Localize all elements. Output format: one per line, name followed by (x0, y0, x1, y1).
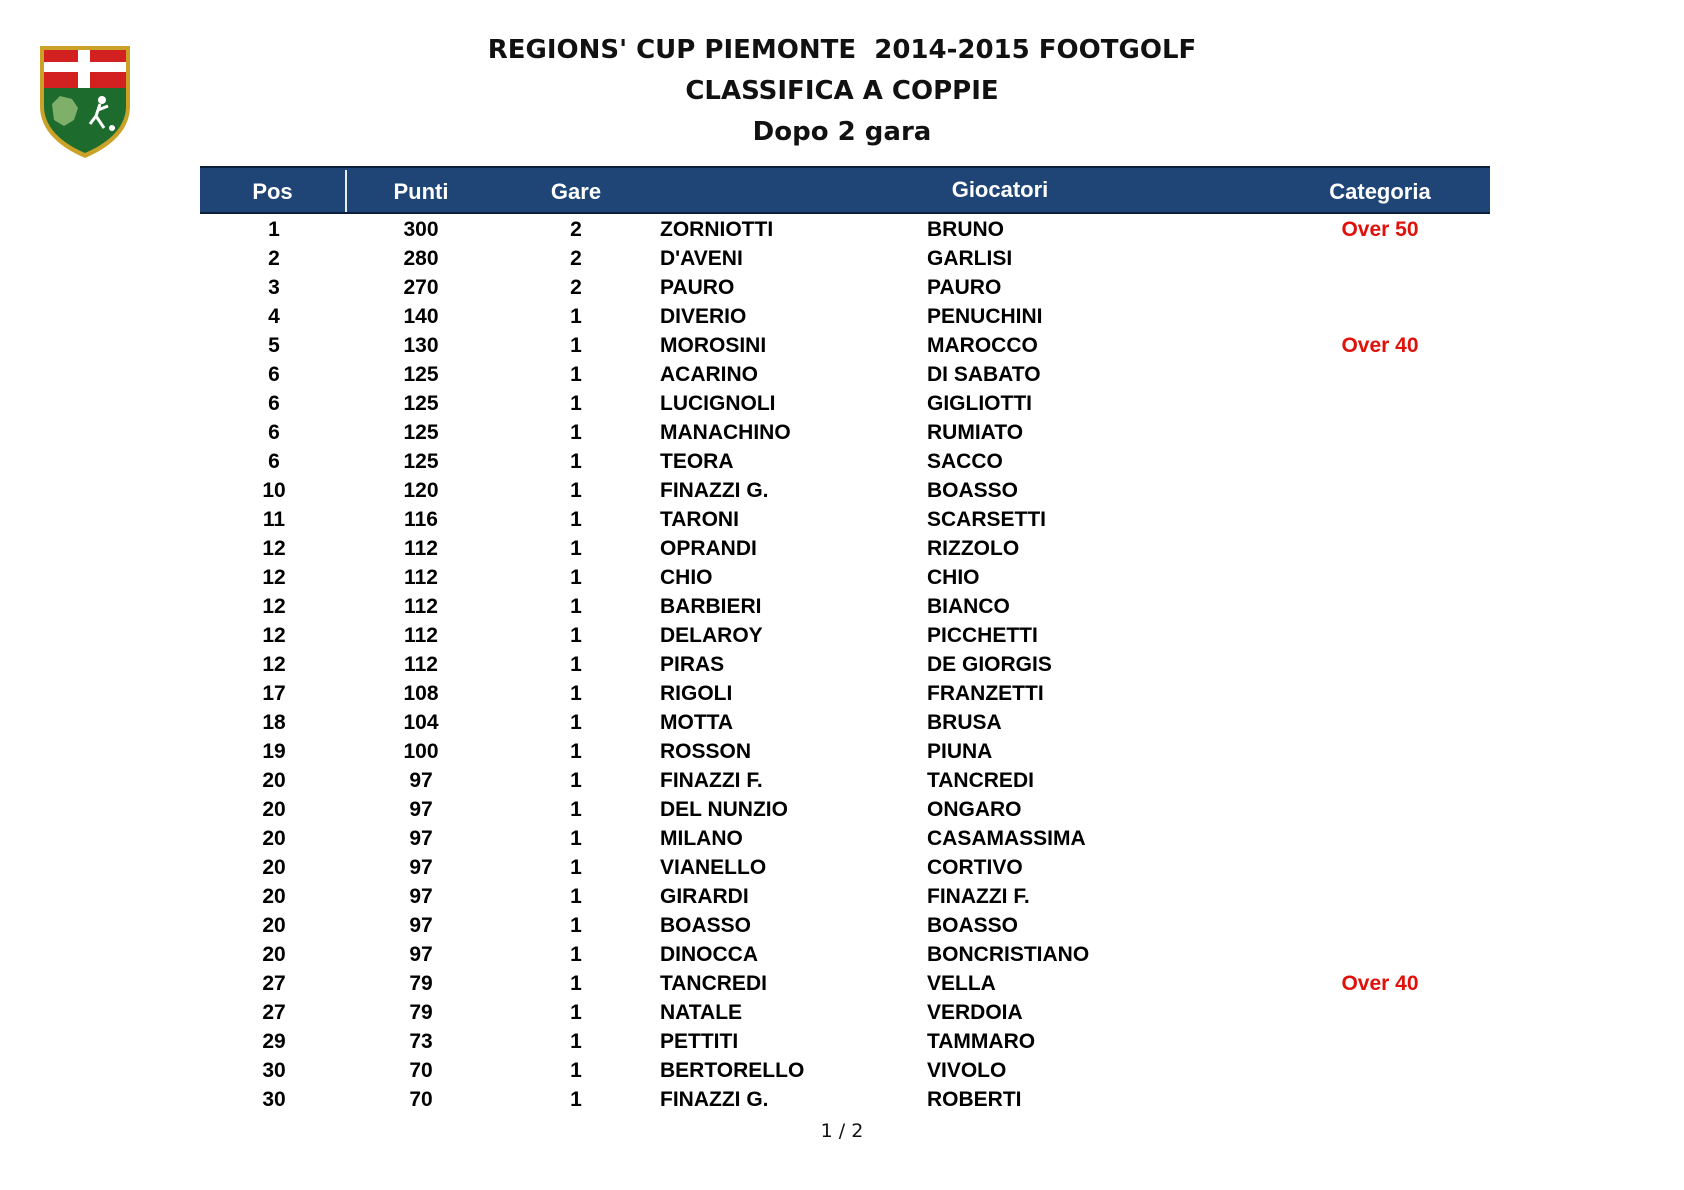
cell-gare: 1 (570, 740, 582, 763)
cell-punti: 125 (403, 421, 439, 444)
cell-punti: 270 (403, 276, 439, 299)
cell-giocatore-2: DI SABATO (927, 363, 1041, 386)
cell-gare: 1 (570, 682, 582, 705)
cell-categoria: Over 40 (1341, 972, 1419, 995)
table-row (0, 824, 1684, 853)
cell-pos: 19 (262, 740, 286, 763)
cell-pos: 10 (262, 479, 286, 502)
table-row (0, 737, 1684, 766)
cell-gare: 1 (570, 653, 582, 676)
cell-pos: 12 (262, 595, 286, 618)
cell-punti: 108 (403, 682, 439, 705)
cell-giocatore-1: TARONI (660, 508, 739, 531)
table-row (0, 882, 1684, 911)
cell-giocatore-2: ONGARO (927, 798, 1022, 821)
cell-pos: 20 (262, 914, 286, 937)
cell-gare: 1 (570, 885, 582, 908)
cell-punti: 125 (403, 450, 439, 473)
cell-giocatore-2: GARLISI (927, 247, 1013, 270)
cell-punti: 97 (409, 827, 433, 850)
cell-punti: 70 (409, 1088, 433, 1111)
cell-pos: 27 (262, 1001, 286, 1024)
column-header-giocatori: Giocatori (951, 177, 1049, 202)
cell-categoria: Over 40 (1341, 334, 1419, 357)
cell-giocatore-2: SCARSETTI (927, 508, 1047, 531)
table-row (0, 563, 1684, 592)
cell-punti: 100 (403, 740, 439, 763)
column-header-punti: Punti (393, 179, 449, 204)
table-row (0, 389, 1684, 418)
cell-giocatore-1: DEL NUNZIO (660, 798, 788, 821)
cell-pos: 12 (262, 566, 286, 589)
cell-giocatore-1: RIGOLI (660, 682, 733, 705)
cell-giocatore-1: FINAZZI F. (660, 769, 763, 792)
cell-giocatore-2: BRUSA (927, 711, 1002, 734)
cell-giocatore-2: PIUNA (927, 740, 993, 763)
cell-giocatore-2: PENUCHINI (927, 305, 1043, 328)
table-row (0, 795, 1684, 824)
cell-gare: 1 (570, 421, 582, 444)
cell-punti: 79 (409, 972, 433, 995)
cell-giocatore-2: MAROCCO (927, 334, 1038, 357)
cell-gare: 1 (570, 624, 582, 647)
cell-gare: 1 (570, 914, 582, 937)
cell-gare: 1 (570, 856, 582, 879)
cell-gare: 1 (570, 537, 582, 560)
cell-giocatore-2: TAMMARO (927, 1030, 1036, 1053)
cell-gare: 1 (570, 363, 582, 386)
table-header (200, 166, 1490, 214)
cell-pos: 12 (262, 624, 286, 647)
cell-giocatore-2: DE GIORGIS (927, 653, 1052, 676)
cell-pos: 20 (262, 856, 286, 879)
table-row (0, 534, 1684, 563)
cell-gare: 1 (570, 972, 582, 995)
cell-giocatore-2: BRUNO (927, 218, 1004, 241)
table-row (0, 418, 1684, 447)
table-row (0, 998, 1684, 1027)
table-row (0, 940, 1684, 969)
cell-punti: 112 (404, 624, 438, 647)
cell-giocatore-1: ACARINO (660, 363, 758, 386)
cell-gare: 1 (570, 479, 582, 502)
cell-giocatore-2: PAURO (927, 276, 1002, 299)
cell-pos: 1 (268, 218, 280, 241)
table-row (0, 1085, 1684, 1114)
cell-gare: 1 (570, 334, 582, 357)
cell-gare: 1 (570, 305, 582, 328)
cell-gare: 1 (570, 1088, 582, 1111)
cell-gare: 1 (570, 1059, 582, 1082)
cell-giocatore-2: VELLA (927, 972, 996, 995)
cell-giocatore-2: FRANZETTI (927, 682, 1044, 705)
cell-pos: 20 (262, 885, 286, 908)
cell-pos: 20 (262, 943, 286, 966)
table-row (0, 708, 1684, 737)
cell-categoria: Over 50 (1341, 218, 1419, 241)
cell-giocatore-2: SACCO (927, 450, 1003, 473)
cell-pos: 12 (262, 537, 286, 560)
table-row (0, 911, 1684, 940)
table-row (0, 592, 1684, 621)
cell-giocatore-1: MOTTA (660, 711, 734, 734)
table-row (0, 244, 1684, 273)
cell-gare: 2 (570, 247, 582, 270)
cell-punti: 97 (409, 769, 433, 792)
table-row (0, 766, 1684, 795)
cell-pos: 30 (262, 1059, 286, 1082)
cell-giocatore-1: CHIO (660, 566, 713, 589)
cell-punti: 125 (403, 363, 439, 386)
cell-giocatore-1: GIRARDI (660, 885, 749, 908)
cell-punti: 97 (409, 798, 433, 821)
cell-giocatore-1: FINAZZI G. (660, 1088, 769, 1111)
column-header-gare: Gare (550, 179, 602, 204)
cell-gare: 1 (570, 827, 582, 850)
cell-giocatore-1: MANACHINO (660, 421, 791, 444)
title-line-2: CLASSIFICA A COPPIE (685, 76, 999, 106)
cell-gare: 1 (570, 769, 582, 792)
cell-punti: 112 (404, 653, 438, 676)
cell-punti: 97 (409, 885, 433, 908)
cell-giocatore-2: CHIO (927, 566, 980, 589)
cell-giocatore-1: ROSSON (660, 740, 752, 763)
table-row (0, 273, 1684, 302)
table-row (0, 331, 1684, 360)
cell-punti: 79 (409, 1001, 433, 1024)
cell-giocatore-1: BOASSO (660, 914, 752, 937)
cell-gare: 1 (570, 711, 582, 734)
cell-punti: 97 (409, 943, 433, 966)
cell-giocatore-1: NATALE (660, 1001, 743, 1024)
cell-punti: 140 (403, 305, 439, 328)
cell-punti: 116 (404, 508, 438, 531)
table-row (0, 621, 1684, 650)
cell-giocatore-1: VIANELLO (660, 856, 767, 879)
cell-giocatore-1: DELAROY (660, 624, 763, 647)
header-divider (345, 170, 347, 212)
cell-giocatore-1: FINAZZI G. (660, 479, 769, 502)
cell-pos: 6 (268, 450, 280, 473)
cell-giocatore-1: DIVERIO (660, 305, 747, 328)
cell-pos: 20 (262, 827, 286, 850)
page-number: 1 / 2 (820, 1120, 864, 1142)
table-row (0, 505, 1684, 534)
cell-punti: 112 (404, 595, 438, 618)
cell-giocatore-2: VERDOIA (927, 1001, 1023, 1024)
cell-punti: 73 (409, 1030, 433, 1053)
cell-punti: 120 (403, 479, 439, 502)
table-row (0, 853, 1684, 882)
cell-punti: 97 (409, 856, 433, 879)
cell-giocatore-2: TANCREDI (927, 769, 1034, 792)
cell-gare: 1 (570, 595, 582, 618)
cell-giocatore-2: VIVOLO (927, 1059, 1007, 1082)
table-row (0, 476, 1684, 505)
cell-giocatore-2: BOASSO (927, 479, 1019, 502)
cell-gare: 1 (570, 392, 582, 415)
cell-giocatore-1: MILANO (660, 827, 743, 850)
cell-gare: 1 (570, 798, 582, 821)
document-title (0, 30, 1684, 153)
cell-giocatore-1: PAURO (660, 276, 735, 299)
cell-gare: 1 (570, 1030, 582, 1053)
cell-giocatore-2: RIZZOLO (927, 537, 1020, 560)
cell-punti: 112 (404, 537, 438, 560)
cell-gare: 1 (570, 508, 582, 531)
cell-gare: 2 (570, 218, 582, 241)
title-line-1: REGIONS' CUP PIEMONTE 2014-2015 FOOTGOLF (487, 35, 1197, 65)
cell-punti: 104 (403, 711, 439, 734)
cell-giocatore-2: PICCHETTI (927, 624, 1038, 647)
cell-pos: 27 (262, 972, 286, 995)
cell-giocatore-1: LUCIGNOLI (660, 392, 776, 415)
cell-gare: 1 (570, 943, 582, 966)
cell-giocatore-2: FINAZZI F. (927, 885, 1030, 908)
cell-gare: 1 (570, 1001, 582, 1024)
cell-pos: 4 (268, 305, 280, 328)
cell-pos: 17 (262, 682, 286, 705)
cell-punti: 300 (403, 218, 439, 241)
cell-pos: 20 (262, 769, 286, 792)
cell-pos: 30 (262, 1088, 286, 1111)
cell-punti: 130 (403, 334, 439, 357)
cell-giocatore-1: PETTITI (660, 1030, 739, 1053)
table-row (0, 679, 1684, 708)
cell-pos: 2 (268, 247, 280, 270)
cell-giocatore-2: BIANCO (927, 595, 1010, 618)
table-row (0, 1027, 1684, 1056)
table-row (0, 1056, 1684, 1085)
cell-giocatore-1: DINOCCA (660, 943, 758, 966)
cell-giocatore-2: CASAMASSIMA (927, 827, 1086, 850)
cell-pos: 6 (268, 363, 280, 386)
cell-giocatore-1: OPRANDI (660, 537, 757, 560)
cell-punti: 280 (403, 247, 439, 270)
cell-giocatore-1: TANCREDI (660, 972, 767, 995)
cell-giocatore-2: CORTIVO (927, 856, 1023, 879)
cell-giocatore-2: BOASSO (927, 914, 1019, 937)
table-row (0, 302, 1684, 331)
cell-giocatore-2: GIGLIOTTI (927, 392, 1032, 415)
cell-giocatore-1: TEORA (660, 450, 734, 473)
cell-pos: 6 (268, 421, 280, 444)
table-row (0, 360, 1684, 389)
cell-punti: 125 (403, 392, 439, 415)
cell-giocatore-2: RUMIATO (927, 421, 1024, 444)
cell-giocatore-2: ROBERTI (927, 1088, 1022, 1111)
cell-giocatore-2: BONCRISTIANO (927, 943, 1090, 966)
cell-pos: 11 (262, 508, 286, 531)
cell-giocatore-1: PIRAS (660, 653, 725, 676)
cell-giocatore-1: BERTORELLO (660, 1059, 805, 1082)
cell-pos: 18 (262, 711, 286, 734)
table-row (0, 650, 1684, 679)
cell-pos: 29 (262, 1030, 286, 1053)
cell-pos: 20 (262, 798, 286, 821)
cell-punti: 70 (409, 1059, 433, 1082)
column-header-pos: Pos (252, 179, 293, 204)
cell-gare: 1 (570, 566, 582, 589)
cell-punti: 97 (409, 914, 433, 937)
cell-giocatore-1: BARBIERI (660, 595, 762, 618)
cell-pos: 5 (268, 334, 280, 357)
cell-pos: 6 (268, 392, 280, 415)
cell-giocatore-1: D'AVENI (660, 247, 743, 270)
cell-giocatore-1: ZORNIOTTI (660, 218, 774, 241)
title-line-3: Dopo 2 gara (752, 117, 932, 147)
cell-punti: 112 (404, 566, 438, 589)
table-row (0, 969, 1684, 998)
cell-giocatore-1: MOROSINI (660, 334, 767, 357)
cell-pos: 3 (268, 276, 280, 299)
table-row (0, 447, 1684, 476)
cell-pos: 12 (262, 653, 286, 676)
table-row (0, 215, 1684, 244)
cell-gare: 1 (570, 450, 582, 473)
column-header-categoria: Categoria (1329, 179, 1431, 204)
cell-gare: 2 (570, 276, 582, 299)
